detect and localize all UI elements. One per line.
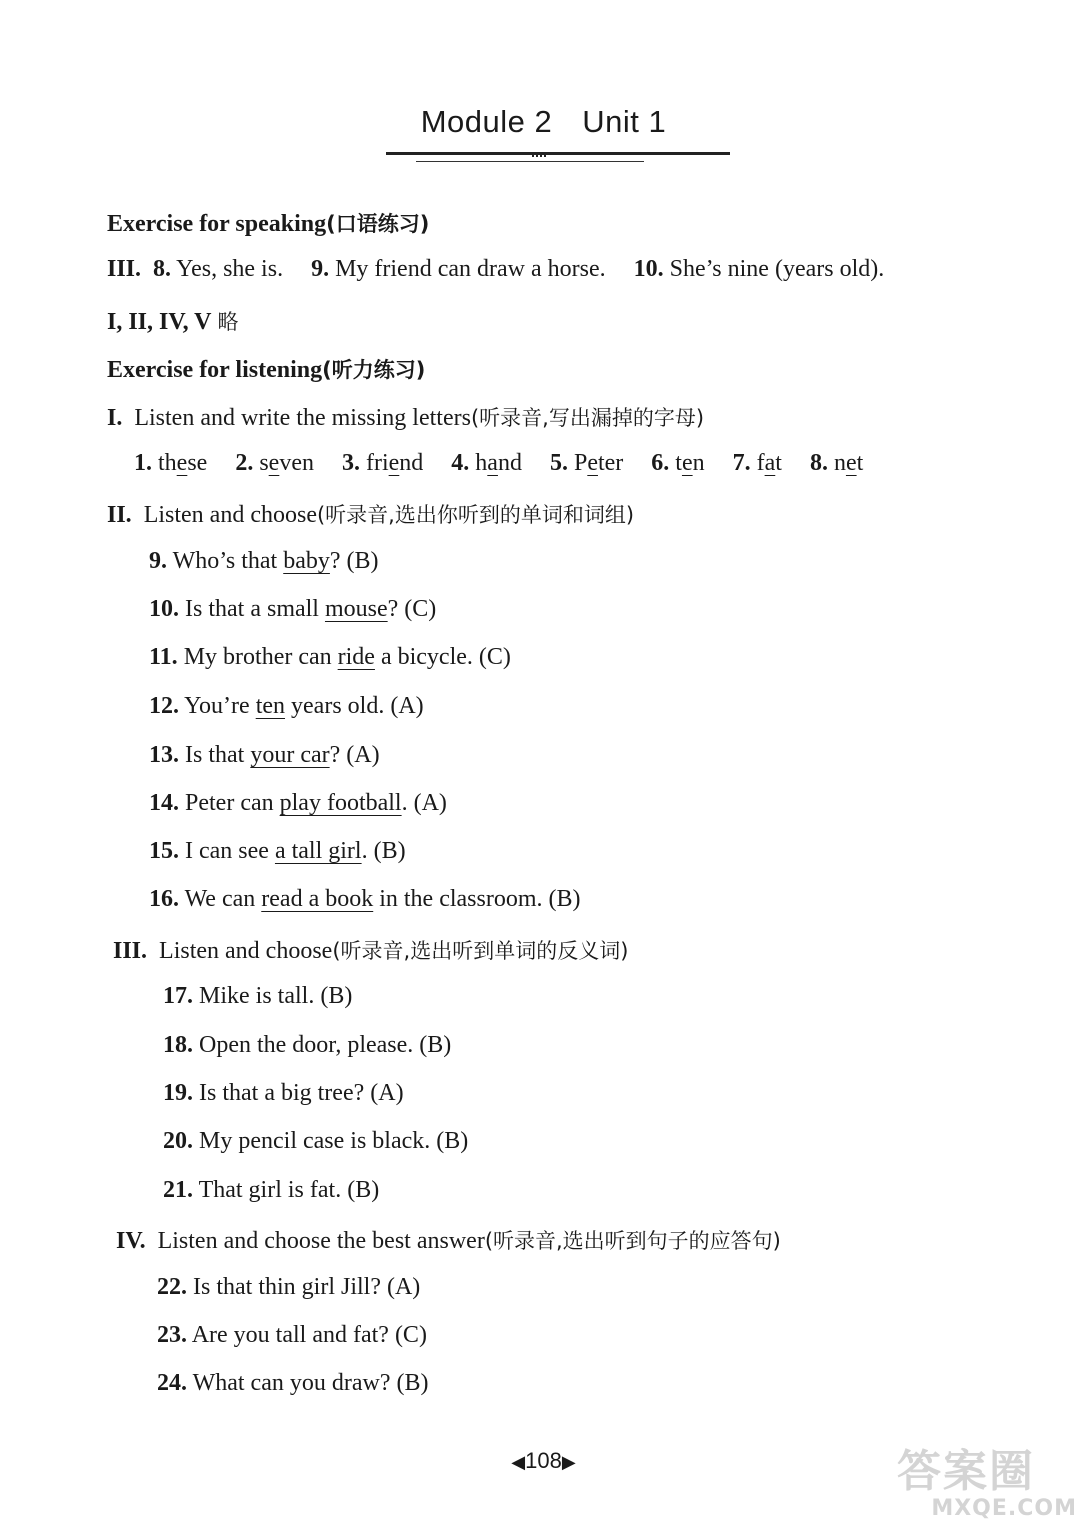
list-item: [149, 548, 379, 575]
word-post: nd: [399, 450, 424, 476]
item-underlined: a tall girl: [274, 838, 362, 864]
sec3-title: [113, 935, 628, 965]
item-text: Open the door, please. (B): [199, 1032, 452, 1058]
item-pre: Is that: [185, 742, 251, 768]
list-item: [157, 1322, 427, 1349]
sec2-title-en: Listen and choose: [143, 502, 317, 528]
word-pre: t: [675, 450, 682, 476]
item-post: ? (B): [329, 548, 379, 574]
sec1-title-zh: (听录音,写出漏掉的字母): [470, 406, 705, 430]
item-text: What can you draw? (B): [192, 1370, 429, 1396]
title-rule-thin: [416, 161, 644, 162]
sec4-label: IV.: [116, 1228, 146, 1254]
item-underlined: mouse: [324, 596, 388, 622]
item-post: ? (C): [387, 596, 437, 622]
word-item: [651, 450, 704, 476]
item-num: 17.: [163, 983, 193, 1009]
word-num: 2.: [235, 450, 254, 476]
item-post: . (A): [401, 790, 447, 816]
word-missing-letter: e: [587, 450, 598, 476]
item-post: in the classroom. (B): [373, 886, 581, 912]
speaking-others-zh: 略: [217, 310, 239, 334]
item-pre: Who’s that: [172, 548, 284, 574]
word-pre: s: [259, 450, 269, 476]
item-num: 9.: [149, 548, 167, 574]
left-arrow-icon: ◀: [511, 1452, 526, 1472]
list-item: [149, 886, 581, 913]
speaking-others-label: I, II, IV, V: [107, 309, 212, 335]
word-missing-letter: e: [388, 450, 400, 476]
list-item: [149, 596, 436, 623]
answer-8-text: Yes, she is.: [176, 256, 284, 282]
word-num: 6.: [651, 450, 670, 476]
word-pre: th: [158, 450, 177, 476]
speaking-heading: [107, 208, 429, 238]
item-pre: You’re: [184, 693, 256, 719]
watermark-small: MXQE.COM: [931, 1496, 1077, 1521]
word-post: ven: [279, 450, 314, 476]
item-text: Is that thin girl Jill? (A): [193, 1274, 421, 1300]
item-pre: Peter can: [185, 790, 280, 816]
item-num: 14.: [149, 790, 179, 816]
sec2-title-zh: (听录音,选出你听到的单词和词组): [316, 503, 635, 527]
word-item: [134, 450, 207, 476]
word-num: 3.: [341, 450, 360, 476]
sec2-label: II.: [107, 502, 132, 528]
item-pre: My brother can: [183, 644, 338, 670]
sec1-words: [134, 450, 863, 477]
word-item: [342, 450, 423, 476]
word-post: t: [856, 450, 864, 476]
item-pre: I can see: [185, 838, 275, 864]
answer-8-num: 8.: [153, 256, 172, 282]
word-post: n: [692, 450, 705, 476]
item-text: Is that a big tree? (A): [199, 1080, 404, 1106]
word-num: 4.: [451, 450, 470, 476]
listening-heading-en: Exercise for listening: [107, 357, 323, 383]
word-post: se: [187, 450, 208, 476]
item-underlined: baby: [283, 548, 330, 574]
item-num: 21.: [163, 1177, 193, 1203]
item-num: 16.: [149, 886, 179, 912]
word-item: [235, 450, 314, 476]
item-underlined: play football: [279, 790, 402, 816]
word-post: nd: [497, 450, 522, 476]
word-pre: f: [756, 450, 765, 476]
title-module: Module 2: [420, 104, 553, 139]
word-missing-letter: e: [268, 450, 280, 476]
answer-9-text: My friend can draw a horse.: [335, 256, 606, 282]
list-item: [163, 1080, 404, 1107]
sec3-title-zh: (听录音,选出听到单词的反义词): [332, 939, 629, 963]
word-pre: h: [475, 450, 488, 476]
list-item: [149, 693, 424, 720]
word-item: [451, 450, 522, 476]
speaking-others-line: [107, 306, 239, 336]
item-post: a bicycle. (C): [374, 644, 511, 670]
title-rule-thick: [386, 152, 730, 155]
sec1-label: I.: [107, 405, 123, 431]
page-number-value: 108: [525, 1448, 562, 1473]
word-num: 1.: [134, 450, 152, 476]
word-pre: n: [833, 450, 846, 476]
word-missing-letter: e: [176, 450, 188, 476]
item-num: 10.: [149, 596, 179, 622]
right-arrow-icon: ▶: [561, 1452, 576, 1472]
list-item: [157, 1274, 420, 1301]
list-item: [149, 644, 511, 671]
sec3-title-en: Listen and choose: [159, 938, 333, 964]
item-num: 12.: [149, 693, 179, 719]
list-item: [157, 1370, 428, 1397]
word-missing-letter: e: [681, 450, 693, 476]
item-num: 11.: [149, 644, 178, 670]
answer-10-text: She’s nine (years old).: [669, 256, 885, 282]
word-pre: P: [573, 450, 588, 476]
item-num: 22.: [157, 1274, 187, 1300]
page-title: [0, 104, 1087, 140]
item-num: 19.: [163, 1080, 193, 1106]
item-num: 13.: [149, 742, 179, 768]
listening-heading-zh: (听力练习): [322, 358, 426, 382]
word-post: ter: [597, 450, 624, 476]
list-item: [149, 838, 406, 865]
sec1-title: [107, 402, 704, 432]
item-post: . (B): [361, 838, 406, 864]
item-post: years old. (A): [285, 693, 424, 719]
item-num: 15.: [149, 838, 179, 864]
word-num: 8.: [809, 450, 828, 476]
item-num: 20.: [163, 1128, 193, 1154]
item-underlined: ride: [337, 644, 375, 670]
list-item: [163, 1032, 451, 1059]
list-item: [149, 790, 447, 817]
watermark-logo: [897, 1448, 1077, 1528]
sec2-title: [107, 499, 634, 529]
list-item: [163, 1177, 379, 1204]
speaking-heading-en: Exercise for speaking: [107, 211, 327, 237]
item-pre: Is that a small: [185, 596, 325, 622]
item-text: My pencil case is black. (B): [199, 1128, 469, 1154]
word-missing-letter: a: [764, 450, 776, 476]
word-missing-letter: a: [487, 450, 498, 476]
speaking-iii-label: III.: [107, 256, 142, 282]
item-text: Are you tall and fat? (C): [191, 1322, 427, 1348]
item-num: 18.: [163, 1032, 193, 1058]
item-post: ? (A): [329, 742, 380, 768]
watermark-big: 答案圈: [897, 1446, 1035, 1497]
speaking-iii-line: [107, 256, 884, 283]
word-item: [733, 450, 782, 476]
title-rule-dots: [532, 155, 546, 160]
answer-10-num: 10.: [633, 256, 664, 282]
word-pre: fri: [365, 450, 389, 476]
item-text: That girl is fat. (B): [198, 1177, 380, 1203]
word-item: [810, 450, 863, 476]
word-post: t: [775, 450, 782, 476]
sec4-title-zh: (听录音,选出听到句子的应答句): [484, 1229, 781, 1253]
item-num: 23.: [157, 1322, 187, 1348]
list-item: [163, 1128, 468, 1155]
listening-heading: [107, 354, 425, 384]
list-item: [163, 983, 352, 1010]
title-unit: Unit 1: [582, 104, 667, 139]
sec1-title-en: Listen and write the missing letters: [134, 405, 471, 431]
item-underlined: your car: [250, 742, 330, 768]
item-text: Mike is tall. (B): [199, 983, 353, 1009]
speaking-heading-zh: (口语练习): [326, 212, 430, 236]
item-underlined: ten: [255, 693, 286, 719]
item-num: 24.: [157, 1370, 187, 1396]
item-underlined: read a book: [261, 886, 374, 912]
word-num: 5.: [549, 450, 568, 476]
answer-9-num: 9.: [311, 256, 330, 282]
item-pre: We can: [184, 886, 262, 912]
sec3-label: III.: [113, 938, 148, 964]
sec4-title: [116, 1225, 781, 1255]
word-item: [550, 450, 623, 476]
word-num: 7.: [732, 450, 751, 476]
word-missing-letter: e: [845, 450, 857, 476]
sec4-title-en: Listen and choose the best answer: [157, 1228, 485, 1254]
list-item: [149, 742, 380, 769]
